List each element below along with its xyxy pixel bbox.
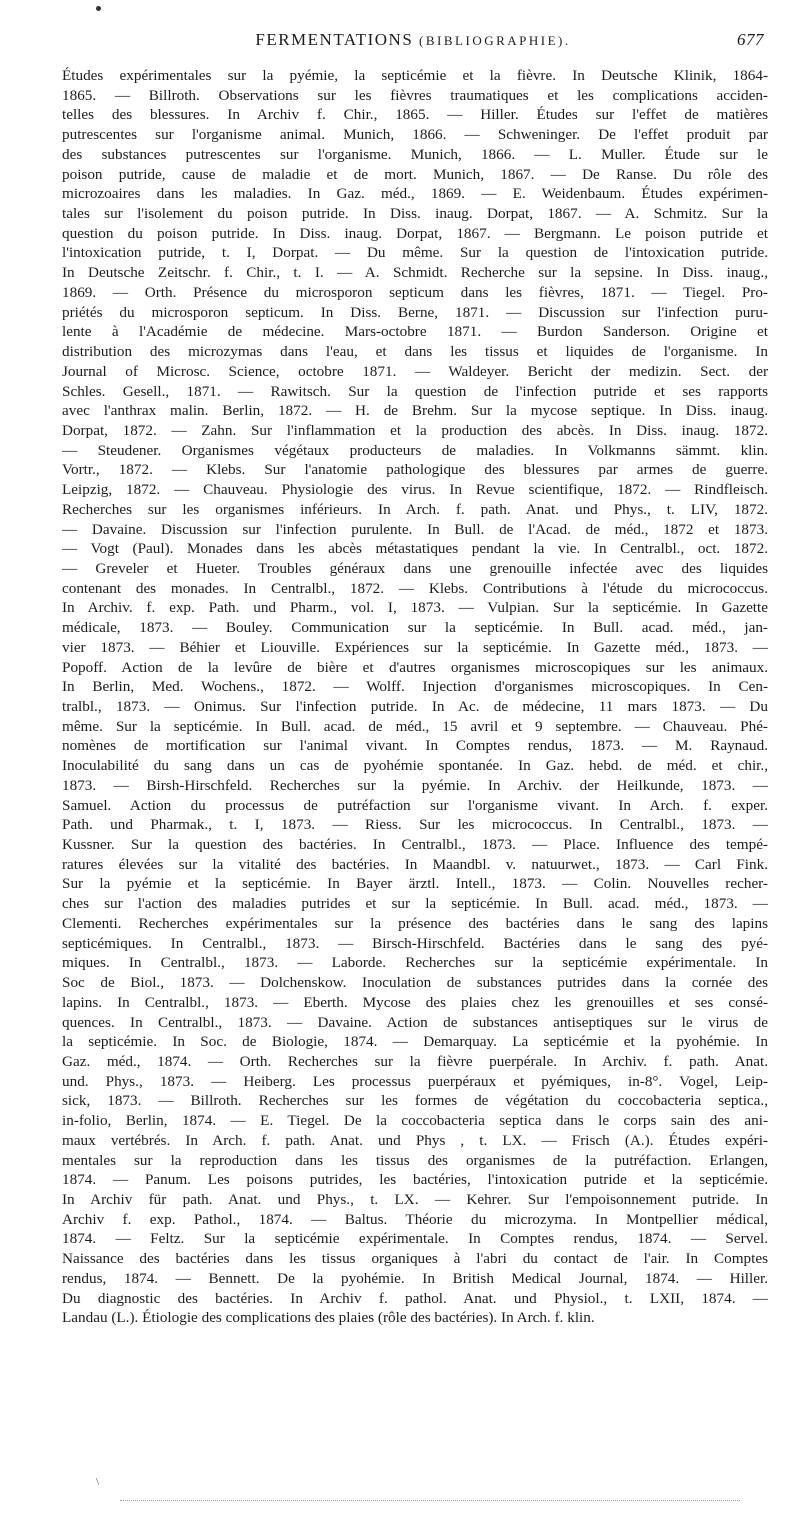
text-line: lapins. In Centralbl., 1873. — Eberth. Mycose des plaies chez les grenouilles et ses consé- xyxy=(62,993,768,1011)
text-line: Popoff. Action de la levûre de bière et d'autres organismes microscopiques sur les animaux. xyxy=(62,658,768,676)
text-line: ches sur l'action des maladies putrides et sur la septicémie. In Bull. acad. méd., 1873. — xyxy=(62,895,768,913)
text-line: Vortr., 1872. — Klebs. Sur l'anatomie pathologique des blessures par armes de guerre. xyxy=(62,461,768,479)
text-line: putrescentes sur l'organisme animal. Munich, 1866. — Schweninger. De l'effet produit par xyxy=(62,126,768,144)
text-line: Schles. Gesell., 1871. — Rawitsch. Sur la question de l'infection putride et ses rapports xyxy=(62,382,768,400)
text-line: 1865. — Billroth. Observations sur les fièvres traumatiques et les complications acciden- xyxy=(62,86,768,104)
text-line: In Archiv. f. exp. Path. und Pharm., vol. I, 1873. — Vulpian. Sur la septicémie. In Gazette xyxy=(62,599,768,617)
text-line: Sur la pyémie et la septicémie. In Bayer ärztl. Intell., 1873. — Colin. Nouvelles recher- xyxy=(62,875,768,893)
text-line: contenant des monades. In Centralbl., 1872. — Klebs. Contributions à l'étude du micrococcus. xyxy=(62,579,768,597)
text-line: telles des blessures. In Archiv f. Chir., 1865. — Hiller. Études sur l'effet de matières xyxy=(62,106,768,124)
text-line: maux vertébrés. In Arch. f. path. Anat. und Phys , t. LX. — Frisch (A.). Études expéri- xyxy=(62,1131,768,1149)
text-line: poison putride, cause de maladie et de mort. Munich, 1867. — De Ranse. Du rôle des xyxy=(62,165,768,183)
text-line: Études expérimentales sur la pyémie, la septicémie et la fièvre. In Deutsche Klinik, 1864- xyxy=(62,67,768,84)
text-line: distribution des microzymas dans l'eau, et dans les tissus et liquides de l'organisme. In xyxy=(62,343,768,361)
text-line: question du poison putride. In Diss. inaug. Dorpat, 1867. — Bergmann. Le poison putride et xyxy=(62,224,768,242)
text-line: in-folio, Berlin, 1874. — E. Tiegel. De la coccobacteria septica dans le corps sain des ani- xyxy=(62,1112,768,1130)
text-line: Samuel. Action du processus de putréfaction sur l'organisme vivant. In Arch. f. exper. xyxy=(62,796,768,814)
text-line: mentales sur la reproduction dans les tissus des organismes de la putréfaction. Erlangen, xyxy=(62,1151,768,1169)
text-line: ratures élevées sur la vitalité des bactéries. In Maandbl. v. natuurwet., 1873. — Carl Fink. xyxy=(62,855,768,873)
text-line: des substances putrescentes sur l'organisme. Munich, 1866. — L. Muller. Étude sur le xyxy=(62,145,768,163)
text-line: In Archiv für path. Anat. und Phys., t. LX. — Kehrer. Sur l'empoisonnement putride. In xyxy=(62,1190,768,1208)
text-line: avec l'anthrax malin. Berlin, 1872. — H. de Brehm. Sur la mycose septique. In Diss. inaug. xyxy=(62,402,768,420)
page-number: 677 xyxy=(737,30,764,49)
text-line: Clementi. Recherches expérimentales sur la présence des bactéries dans le sang des lapins xyxy=(62,914,768,932)
text-line: Landau (L.). Étiologie des complications des plaies (rôle des bactéries). In Arch. f. klin. xyxy=(62,1309,595,1327)
text-line: Kussner. Sur la question des bactéries. In Centralbl., 1873. — Place. Influence des tempé- xyxy=(62,836,768,854)
text-line: In Deutsche Zeitschr. f. Chir., t. I. — A. Schmidt. Recherche sur la sepsine. In Diss. inaug., xyxy=(62,264,768,282)
header-title-group xyxy=(62,30,764,50)
text-line: quences. In Centralbl., 1873. — Davaine. Action de substances antiseptiques sur le virus de xyxy=(62,1013,768,1031)
text-line: la septicémie. In Soc. de Biologie, 1874. — Demarquay. La septicémie et la pyohémie. In xyxy=(62,1033,768,1051)
text-line: 1869. — Orth. Présence du microsporon septicum dans les fièvres, 1871. — Tiegel. Pro- xyxy=(62,283,768,301)
header-subtitle: (BIBLIOGRAPHIE). xyxy=(419,33,571,48)
text-line: Path. und Pharmak., t. I, 1873. — Riess. Sur les micrococcus. In Centralbl., 1873. — xyxy=(62,816,768,834)
text-line: rendus, 1874. — Bennett. De la pyohémie. In British Medical Journal, 1874. — Hiller. xyxy=(62,1269,768,1287)
text-line: 1874. — Feltz. Sur la septicémie expérimentale. In Comptes rendus, 1874. — Servel. xyxy=(62,1230,768,1248)
page-speck xyxy=(96,6,101,11)
text-line: In Berlin, Med. Wochens., 1872. — Wolff. Injection d'organismes microscopiques. In Cen- xyxy=(62,678,768,696)
footer-mark: \ xyxy=(96,1476,100,1488)
header-title: FERMENTATIONS xyxy=(255,30,414,49)
text-line: sick, 1873. — Billroth. Recherches sur les formes de végétation du coccobacteria septica., xyxy=(62,1092,768,1110)
text-line: Inoculabilité du sang dans un cas de pyohémie spontanée. In Gaz. hebd. de méd. et chir., xyxy=(62,757,768,775)
text-line: Recherches sur les organismes inférieurs. In Arch. f. path. Anat. und Phys., t. LIV, 1872. xyxy=(62,500,768,518)
text-line: Archiv f. exp. Pathol., 1874. — Baltus. Théorie du microzyma. In Montpellier médical, xyxy=(62,1210,768,1228)
text-line: médicale, 1873. — Bouley. Communication sur la septicémie. In Bull. acad. méd., jan- xyxy=(62,619,768,637)
bibliography-text xyxy=(62,66,768,1328)
text-line: Gaz. méd., 1874. — Orth. Recherches sur la fièvre puerpérale. In Archiv. f. path. Anat. xyxy=(62,1052,768,1070)
text-line: und. Phys., 1873. — Heiberg. Les processus puerpéraux et pyémiques, in-8°. Vogel, Leip- xyxy=(62,1072,768,1090)
footer-rule xyxy=(120,1500,740,1501)
text-line: Dorpat, 1872. — Zahn. Sur l'inflammation et la production des abcès. In Diss. inaug. 1872. xyxy=(62,421,768,439)
text-line: Du diagnostic des bactéries. In Archiv f. pathol. Anat. und Physiol., t. LXII, 1874. — xyxy=(62,1289,768,1307)
text-line: Journal of Microsc. Science, octobre 1871. — Waldeyer. Bericht der medizin. Sect. der xyxy=(62,362,768,380)
text-line: Leipzig, 1872. — Chauveau. Physiologie des virus. In Revue scientifique, 1872. — Rindfleisch. xyxy=(62,481,768,499)
text-line: — Vogt (Paul). Monades dans les abcès métastatiques pendant la vie. In Centralbl., oct. 1872. xyxy=(62,540,768,558)
text-line: l'intoxication putride, t. I, Dorpat. — Du même. Sur la question de l'intoxication putride. xyxy=(62,244,768,262)
running-header xyxy=(62,30,764,56)
text-line: Soc de Biol., 1873. — Dolchenskow. Inoculation de substances putrides dans la cornée des xyxy=(62,974,768,992)
text-line: tales sur l'isolement du poison putride. In Diss. inaug. Dorpat, 1867. — A. Schmitz. Sur la xyxy=(62,205,768,223)
text-line: vier 1873. — Béhier et Liouville. Expériences sur la septicémie. In Gazette méd., 1873. — xyxy=(62,638,768,656)
text-line: — Davaine. Discussion sur l'infection purulente. In Bull. de l'Acad. de méd., 1872 et 1873. xyxy=(62,520,768,538)
text-line: 1874. — Panum. Les poisons putrides, les bactéries, l'intoxication putride et la septicémie. xyxy=(62,1171,768,1189)
text-line: miques. In Centralbl., 1873. — Laborde. Recherches sur la septicémie expérimentale. In xyxy=(62,954,768,972)
text-line: lente à l'Académie de médecine. Mars-octobre 1871. — Burdon Sanderson. Origine et xyxy=(62,323,768,341)
text-line: Naissance des bactéries dans les tissus organiques à l'abri du contact de l'air. In Comptes xyxy=(62,1250,768,1268)
text-line: tralbl., 1873. — Onimus. Sur l'infection putride. In Ac. de médecine, 11 mars 1873. — Du xyxy=(62,698,768,715)
text-line: nomènes de mortification sur l'animal vivant. In Comptes rendus, 1873. — M. Raynaud. xyxy=(62,737,768,755)
text-line: — Greveler et Hueter. Troubles généraux dans une grenouille infectée avec des liquides xyxy=(62,559,768,577)
text-line: priétés du microsporon septicum. In Diss. Berne, 1871. — Discussion sur l'infection puru- xyxy=(62,303,768,321)
text-line: microzoaires dans les maladies. In Gaz. méd., 1869. — E. Weidenbaum. Études expérimen- xyxy=(62,185,768,203)
text-line: 1873. — Birsh-Hirschfeld. Recherches sur la pyémie. In Archiv. der Heilkunde, 1873. — xyxy=(62,776,768,794)
text-line: septicémiques. In Centralbl., 1873. — Birsch-Hirschfeld. Bactéries dans le sang des pyé- xyxy=(62,934,768,952)
text-line: — Steudener. Organismes végétaux producteurs de maladies. In Volkmanns sämmt. klin. xyxy=(62,441,768,459)
text-line: même. Sur la septicémie. In Bull. acad. de méd., 15 avril et 9 septembre. — Chauveau. Phé- xyxy=(62,717,768,735)
